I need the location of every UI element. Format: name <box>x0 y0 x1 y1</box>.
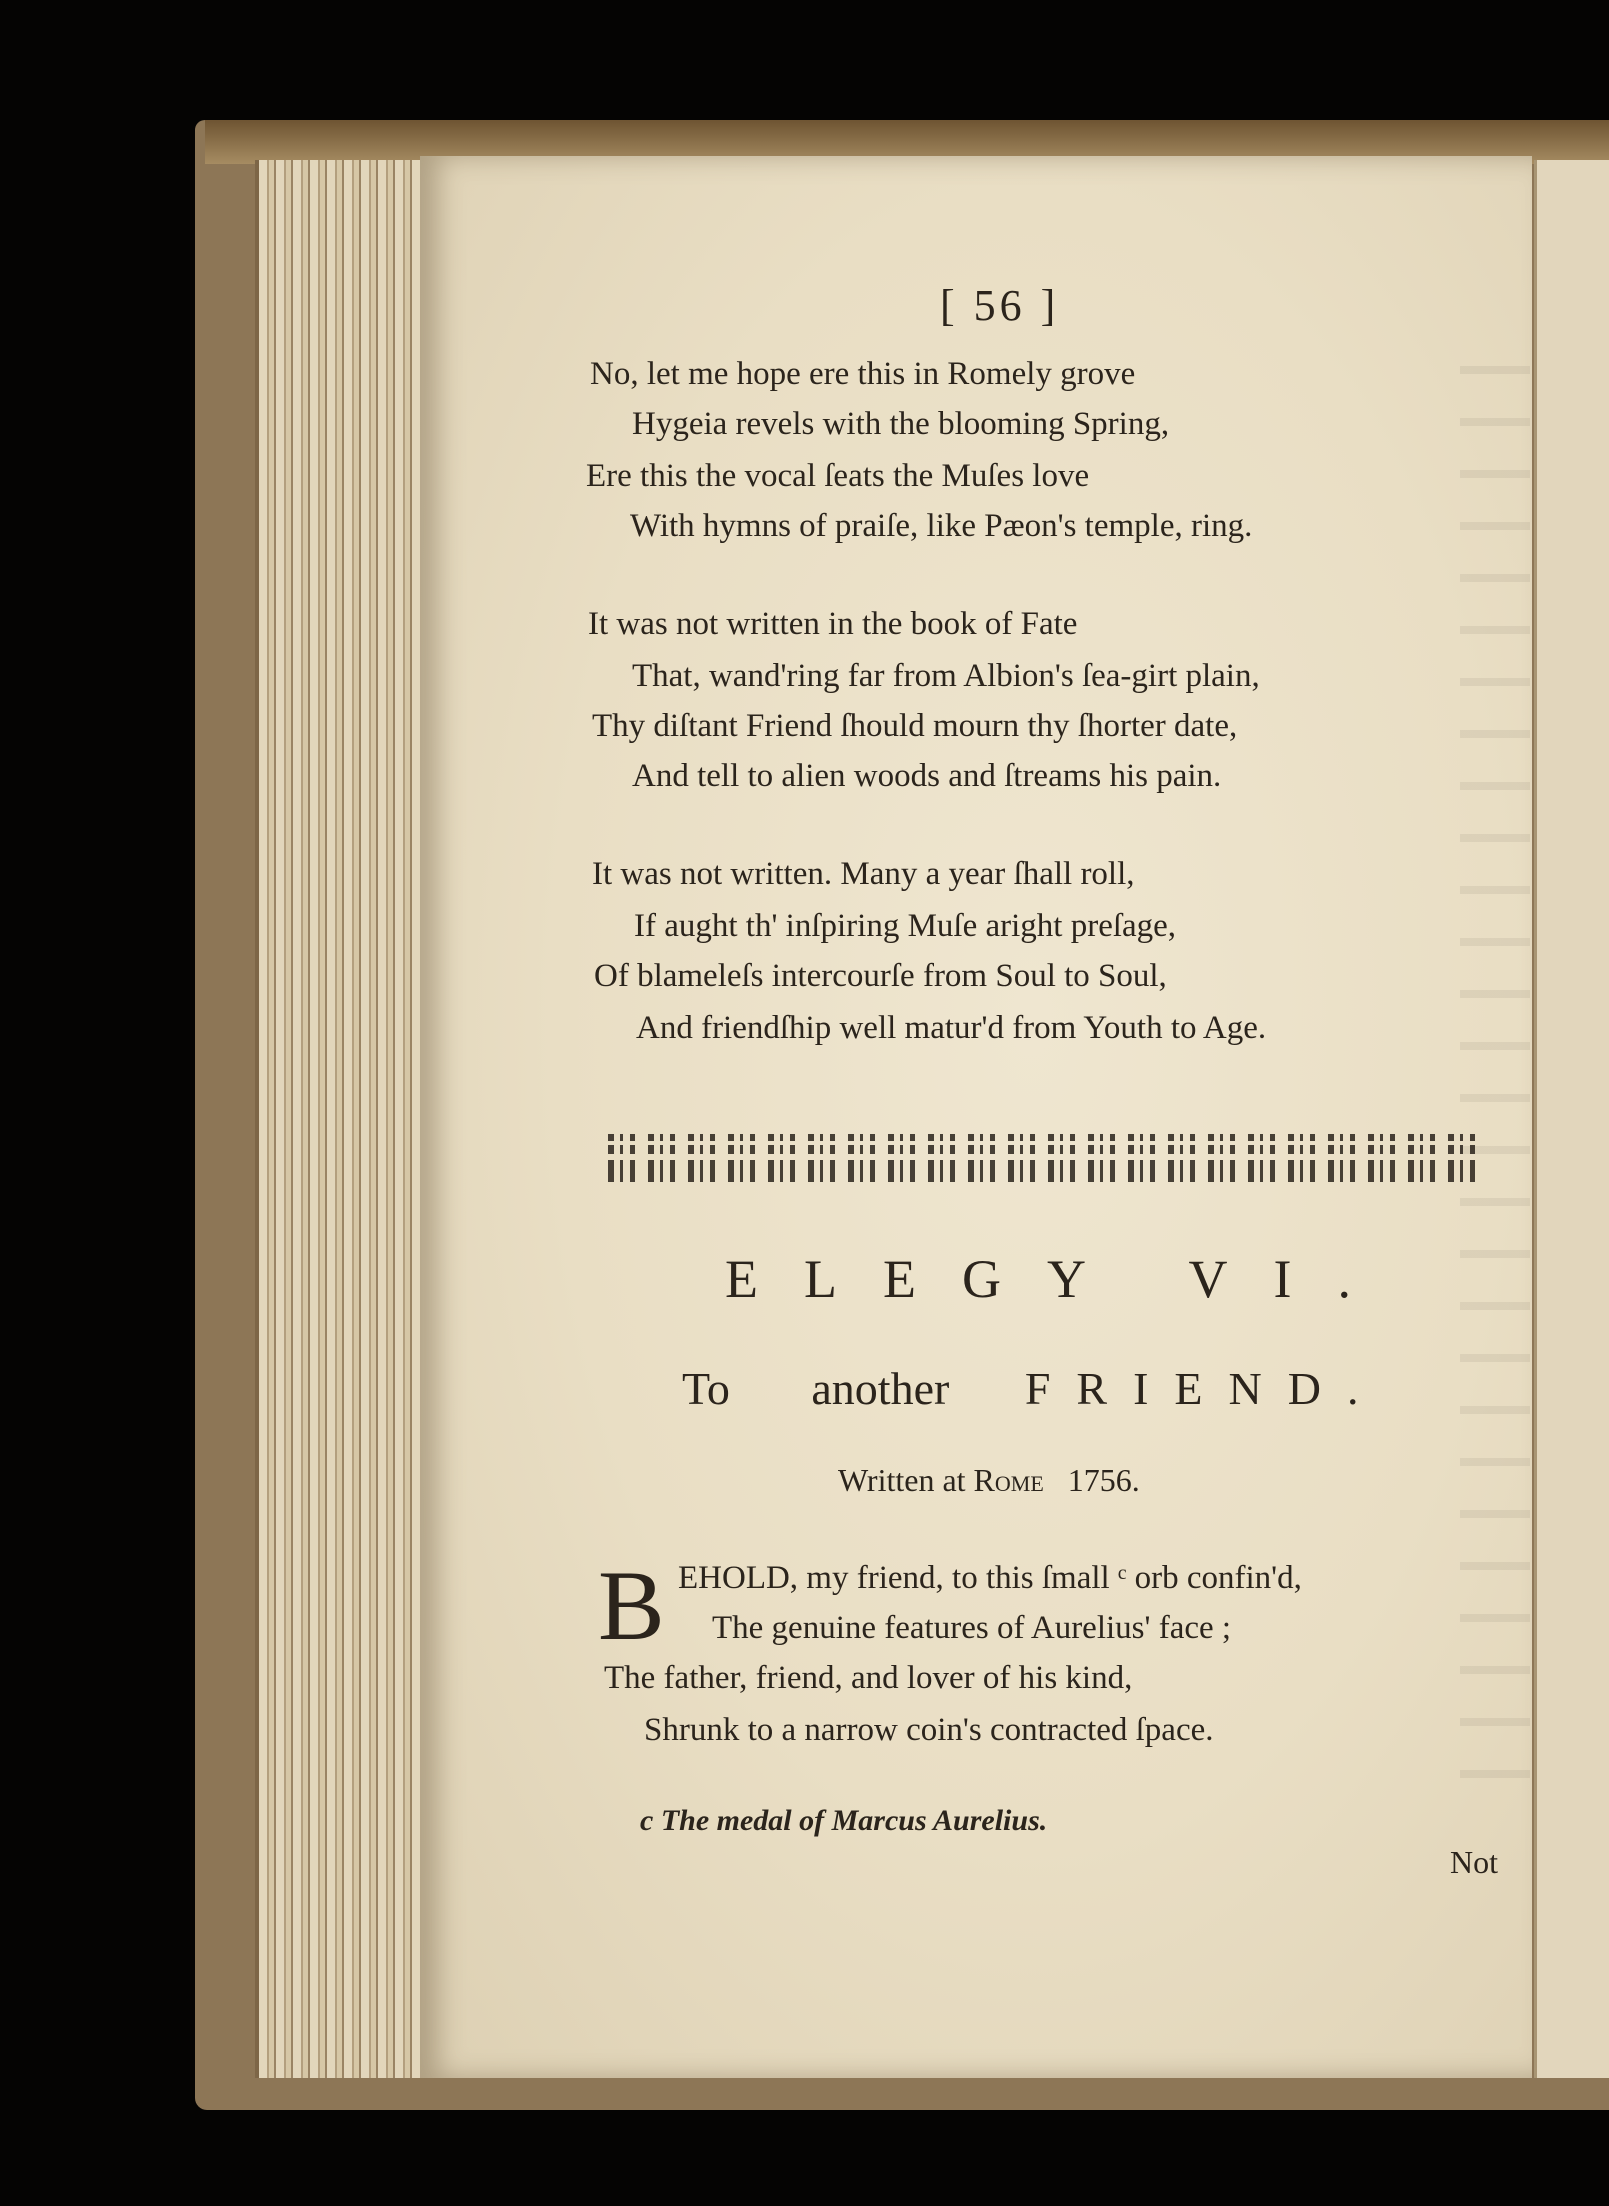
facing-page-edge <box>1534 160 1609 2078</box>
subheading-to: To <box>682 1363 730 1414</box>
verse-line: Hygeia revels with the blooming Spring, <box>632 406 1170 442</box>
subheading-another: another <box>811 1363 950 1414</box>
verse-line: And friendſhip well matur'd from Youth to Age. <box>636 1010 1267 1046</box>
verse-line: That, wand'ring far from Albion's ſea-girt plain, <box>632 658 1260 694</box>
verse-line: The father, friend, and lover of his kind, <box>604 1660 1133 1696</box>
verse-line: No, let me hope ere this in Romely grove <box>590 356 1136 392</box>
verse-line: With hymns of praiſe, like Pæon's temple, ring. <box>630 508 1253 544</box>
verse-line: Ere this the vocal ſeats the Muſes love <box>586 458 1090 494</box>
elegy-subheading <box>682 1362 1384 1415</box>
verse-line: Shrunk to a narrow coin's contracted ſpace. <box>644 1712 1214 1748</box>
drop-cap: B <box>598 1550 665 1661</box>
verse-line: And tell to alien woods and ſtreams his pain. <box>632 758 1222 794</box>
decorative-ornament-band <box>608 1134 1488 1182</box>
footnote: c The medal of Marcus Aurelius. <box>640 1804 1048 1837</box>
verse-line: Thy diſtant Friend ſhould mourn thy ſhorter date, <box>592 708 1238 744</box>
book-page <box>420 156 1532 2078</box>
verse-line: It was not written in the book of Fate <box>588 606 1078 642</box>
page-number: [ 56 ] <box>940 281 1060 330</box>
written-line <box>838 1462 1140 1499</box>
catchword: Not <box>1450 1844 1498 1880</box>
show-through-text <box>1460 330 1530 1810</box>
elegy-heading: ELEGY VI. <box>725 1249 1397 1309</box>
written-year: 1756. <box>1067 1462 1140 1498</box>
subheading-friend: FRIEND. <box>1024 1363 1385 1414</box>
verse-line: EHOLD, my friend, to this ſmall ᶜ orb confin'd, <box>678 1560 1302 1596</box>
written-prefix: Written at <box>838 1462 966 1498</box>
verse-line: If aught th' inſpiring Muſe aright preſage, <box>634 908 1177 944</box>
verse-line: The genuine features of Aurelius' face ; <box>712 1610 1232 1646</box>
written-place: Rome <box>973 1462 1044 1498</box>
verse-line: It was not written. Many a year ſhall roll, <box>592 856 1135 892</box>
page-edges <box>255 160 429 2078</box>
verse-line: Of blameleſs intercourſe from Soul to Soul, <box>594 958 1167 994</box>
